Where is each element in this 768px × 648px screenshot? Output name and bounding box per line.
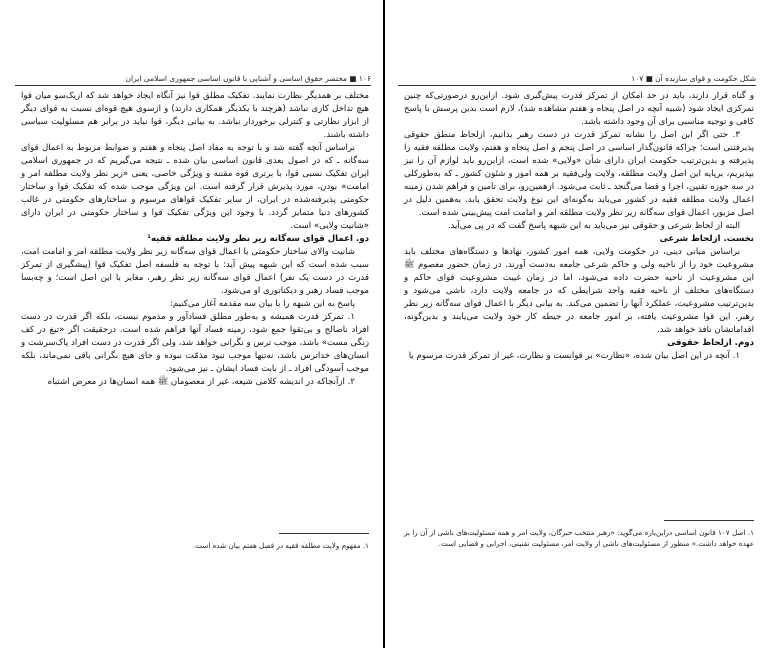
paragraph: شانیت والای ساختار حکومتی یا اعمال قوای سه‌گانه زیر نظر ولایت مطلقه امر و امامت امت، سبب شده است که این شبهه پیش آید: با توجه به فلسفه اصل تفکیک قوا (پیشگیری از تمرکز قدرت در دست یک نفر) اعمال قوای سه‌گانه زیر نظر رهبر، مغایر با این اصل است؛ و چه‌بسا موجب فساد رهبر و دیکتاتوری او می‌شود. [21,247,369,296]
footnotes [404,527,754,549]
footnote: ۱. اصل ۱۰۷ قانون اساسی دراین‌باره می‌گوید: «رهبر منتخب خبرگان، ولایت امر و همه مسئولیت‌های ناشی از آن را بر عهده خواهد داشت.» منظور از مسئولیت‌های ناشی از ولایت امر، مسئولیت تقنینی، اجرایی و قضایی است. [404,528,755,548]
paragraph: براساس آنچه گفته شد و با توجه به مفاد اصل پنجاه و هفتم و ضوابط مربوط به اعمال قوای سه‌گانه ـ که در اصول بعدی قانون اساسی بیان شده ـ نتیجه می‌گیریم که در جمهوری اسلامی ایران تفکیک نسبی قوا، با برتری قوه مقننه و ویژگی خاصی، یعنی «زیر نظر ولایت مطلقه امر و امامت» بودن، مورد پذیرش قرار گرفته است. این ویژگی موجب شده که تفکیک قوا و ساختار حکومتی پذیرفته‌شده در ایران، از سایر تفکیک قواهای مرسوم و ساختارهای حکومتی در غالب کشورهای دنیا متمایز گردد. با وجود این ویژگی تفکیک قوا و ساختار حکومتی در ایران دارای «شانیت ولایی» است. [21,143,369,231]
right-page [385,0,768,648]
page-body [404,90,754,363]
paragraph: ۱. آنچه در این اصل بیان شده، «نظارت» بر قوانست و نظارت، غیر از تمرکز قدرت مرسوم یا [408,351,740,361]
paragraph: ۳. حتی اگر این اصل را نشانه تمرکز قدرت در دست رهبر بدانیم، ازلحاظ منطق حقوقی پذیرفتنی است؛ چراکه قانون‌گذار اساسی در اصل پنجم و اصل پنجاه و هفتم، ولایت مطلقه فقیه را پذیرفته و بدین‌ترتیب حکومت ایران دارای شأن «ولایی» شده است، ازاین‌رو باید لوازم آن را نیز بپذیریم، برپایه این اصل ولایت مطلقه، ولایت ولی‌فقیه بر همه امور و شئون کشور ـ که به‌طورکلی در سه حوزه تقنین، اجرا و قضا می‌گنجد ـ ثابت می‌شود. ازهمین‌رو، برای تامین و فراهم شدن زمینه اعمال ولایت مطلقه فقیه در کشور می‌باید به‌گونه‌ای این نوع ولایت تحقق یابد. به‌همین دلیل در اصل مزبور، اعمال قوای سه‌گانه زیر نظر ولایت مطلقه امر و امامت امت پیش‌بینی شده است. [404,130,754,218]
paragraph: پاسخ به این شبهه را با بیان سه مقدمه آغاز می‌کنیم: [169,299,355,309]
section-heading: نخست. ازلحاظ شرعی [659,234,754,244]
header-rule [15,85,371,86]
paragraph: براساس مبانی دینی، در حکومت ولایی، همه امور کشور، نهادها و دستگاه‌های مختلف باید مشروعیت خود را از ناحیه ولی و حاکم شرعی جامعه به‌دست آورند. در زمان حضور معصوم ﷺ این مشروعیت از ناحیه حضرت داده می‌شود، اما در زمان غیبت مشروعیت قوای حاکم و دستگاه‌های مختلف از ناحیه فقیه واجد شرایطی که در جامعه ولایت دارد، ناشی می‌شود و بدین‌ترتیب مشروعیت، عملکرد آنها را تضمین می‌کند. به بیانی دیگر با اعمال قوای سه‌گانه زیر نظر رهبر، این قوا مشروعیت یافته، بر امور جامعه در حیطه کار خود ولایت می‌یابند و بدین‌گونه، اقداماتشان نافذ خواهد شد. [404,247,754,335]
footnote-rule [279,533,369,534]
footnote: ۱. مفهوم ولایت مطلقه فقیه در فصل هفتم بیان شده است. [192,541,369,550]
running-header: شکل حکومت و قوای سازنده آن ■ ۱۰۷ [631,74,756,83]
paragraph: ۲. ازآنجاکه در اندیشه کلامی شیعه، غیر از معصومان ﷺ همه انسان‌ها در معرض اشتباه [47,377,355,387]
paragraph: البته از لحاظ شرعی و حقوقی نیز می‌باید به این شبهه پاسخ گفت که در پی می‌آید. [447,221,740,231]
paragraph: ۱. تمرکز قدرت همیشه و به‌طور مطلق فسادآور و مذموم نیست، بلکه اگر قدرت در دست افراد ناصالح و بی‌تقوا جمع شود، زمینه فساد آنها فراهم شده است. درحقیقت اگر «تیغ در کف زنگی مست» باشد، موجب ترس و نگرانی خواهد شد، ولی اگر قدرت در دست افراد پاک‌سرشت و انسان‌های خداترس باشد، نه‌تنها موجب نبود مذمّت نبوده و جای هیچ نگرانی باقی نمی‌ماند، بلکه موجب آسودگی افراد ـ از بابت فساد ایشان ـ نیز می‌شود. [21,312,369,374]
paragraph: مختلف بر همدیگر نظارت نمایند. تفکیک مطلق قوا نیز آنگاه ایجاد خواهد شد که ازیک‌سو میان قوا هیچ تداخل کاری نباشد (هرچند با یکدیگر همکاری دارند) و ازسوی هیچ قوه‌ای نسبت به قوای دیگر از ابزار نظارتی و کنترلی برخوردار نباشد. به بیانی دیگر، قوا نباید در برابر هم مسئولیت سیاسی داشته باشند. [21,91,369,140]
page-body [21,90,369,389]
running-header: ۱۰۶ ■ مختصر حقوق اساسی و آشنایی با قانون اساسی جمهوری اسلامی ایران [125,74,371,83]
left-page [0,0,383,648]
section-heading: دوم. ازلحاظ حقوقی [667,338,754,348]
section-heading: دو. اعمال قوای سه‌گانه زیر نظر ولایت مطلقه فقیه¹ [147,234,369,244]
paragraph: و گناه قرار دارند، باید در حد امکان از تمرکز قدرت پیش‌گیری شود. ازاین‌رو درصورتی‌که چنین تمرکزی ایجاد شود (شبیه آنچه در اصل پنجاه و هفتم مشاهده شد)، لازم است بدین پرسش با پاسخ کافی و توجیه مناسبی برای آن وجود داشته باشد. [404,91,754,127]
footnote-rule [664,520,754,521]
footnotes [21,540,369,551]
header-rule [398,85,756,86]
